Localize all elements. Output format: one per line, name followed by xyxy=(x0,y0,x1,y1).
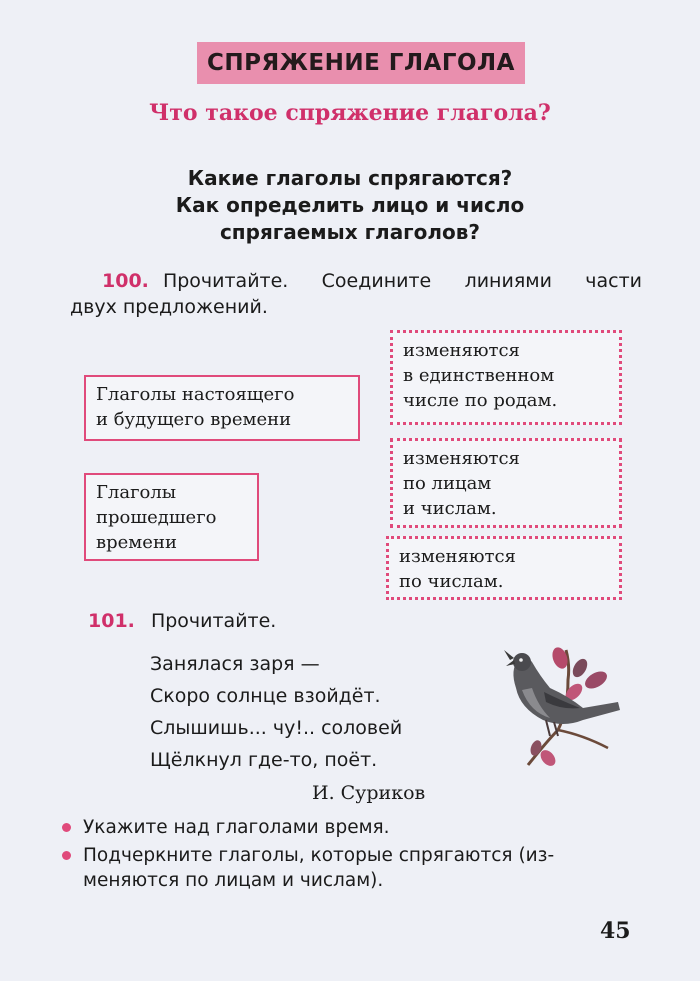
right-phrase-box-3[interactable] xyxy=(386,536,622,600)
bullet-text: Укажите над глаголами время. xyxy=(83,817,390,838)
box-text: и будущего времени xyxy=(96,409,292,430)
poem-author: И. Суриков xyxy=(312,782,426,804)
box-text: и числам. xyxy=(403,498,497,519)
task-100-instruction xyxy=(70,268,642,320)
nightingale-illustration xyxy=(488,640,628,770)
poem-line: Слышишь... чу!.. соловей xyxy=(150,717,403,739)
left-phrase-box-2[interactable] xyxy=(84,473,259,561)
box-text: Глаголы настоящего xyxy=(96,384,295,405)
poem-line: Занялася заря — xyxy=(150,653,320,675)
box-text: прошедшего xyxy=(96,507,217,528)
bullet-icon xyxy=(62,851,71,860)
poem-line: Щёлкнул где-то, поёт. xyxy=(150,749,378,771)
question-line: спрягаемых глаголов? xyxy=(219,220,481,244)
list-item xyxy=(62,815,642,840)
key-questions xyxy=(110,165,590,246)
bullet-text-line: меняются по лицам и числам). xyxy=(83,870,384,891)
box-text: Глаголы xyxy=(96,482,177,503)
task-number: 100. xyxy=(102,270,149,292)
list-item xyxy=(62,843,642,893)
question-line: Как определить лицо и число xyxy=(175,193,525,217)
task-number: 101. xyxy=(88,610,135,632)
task-101-bullets xyxy=(62,815,642,896)
left-phrase-box-1[interactable] xyxy=(84,375,360,441)
right-phrase-box-1[interactable] xyxy=(390,330,622,425)
question-line: Какие глаголы спрягаются? xyxy=(187,166,513,190)
title-banner xyxy=(197,42,525,84)
box-text: числе по родам. xyxy=(403,390,558,411)
bullet-text-line: Подчеркните глаголы, которые спрягаются (из- xyxy=(83,845,555,866)
box-text: по числам. xyxy=(399,571,504,592)
box-text: времени xyxy=(96,532,177,553)
section-subtitle: Что такое спряжение глагола? xyxy=(149,100,551,126)
instruction-word: линиями xyxy=(464,270,552,292)
poem-line: Скоро солнце взойдёт. xyxy=(150,685,381,707)
page-number: 45 xyxy=(600,918,631,944)
box-text: по лицам xyxy=(403,473,492,494)
instruction-line: двух предложений. xyxy=(70,296,268,318)
instruction-text: Прочитайте. xyxy=(150,610,277,632)
bullet-text xyxy=(83,843,554,893)
task-101-instruction xyxy=(88,610,276,632)
box-text: изменяются xyxy=(403,448,520,469)
poem xyxy=(150,648,402,776)
instruction-word: Прочитайте. xyxy=(162,270,289,292)
right-phrase-box-2[interactable] xyxy=(390,438,622,528)
instruction-word: части xyxy=(585,270,642,292)
box-text: изменяются xyxy=(399,546,516,567)
bullet-icon xyxy=(62,823,71,832)
instruction-word: Соедините xyxy=(321,270,432,292)
box-text: изменяются xyxy=(403,340,520,361)
box-text: в единственном xyxy=(403,365,555,386)
page-title: СПРЯЖЕНИЕ ГЛАГОЛА xyxy=(207,50,515,76)
